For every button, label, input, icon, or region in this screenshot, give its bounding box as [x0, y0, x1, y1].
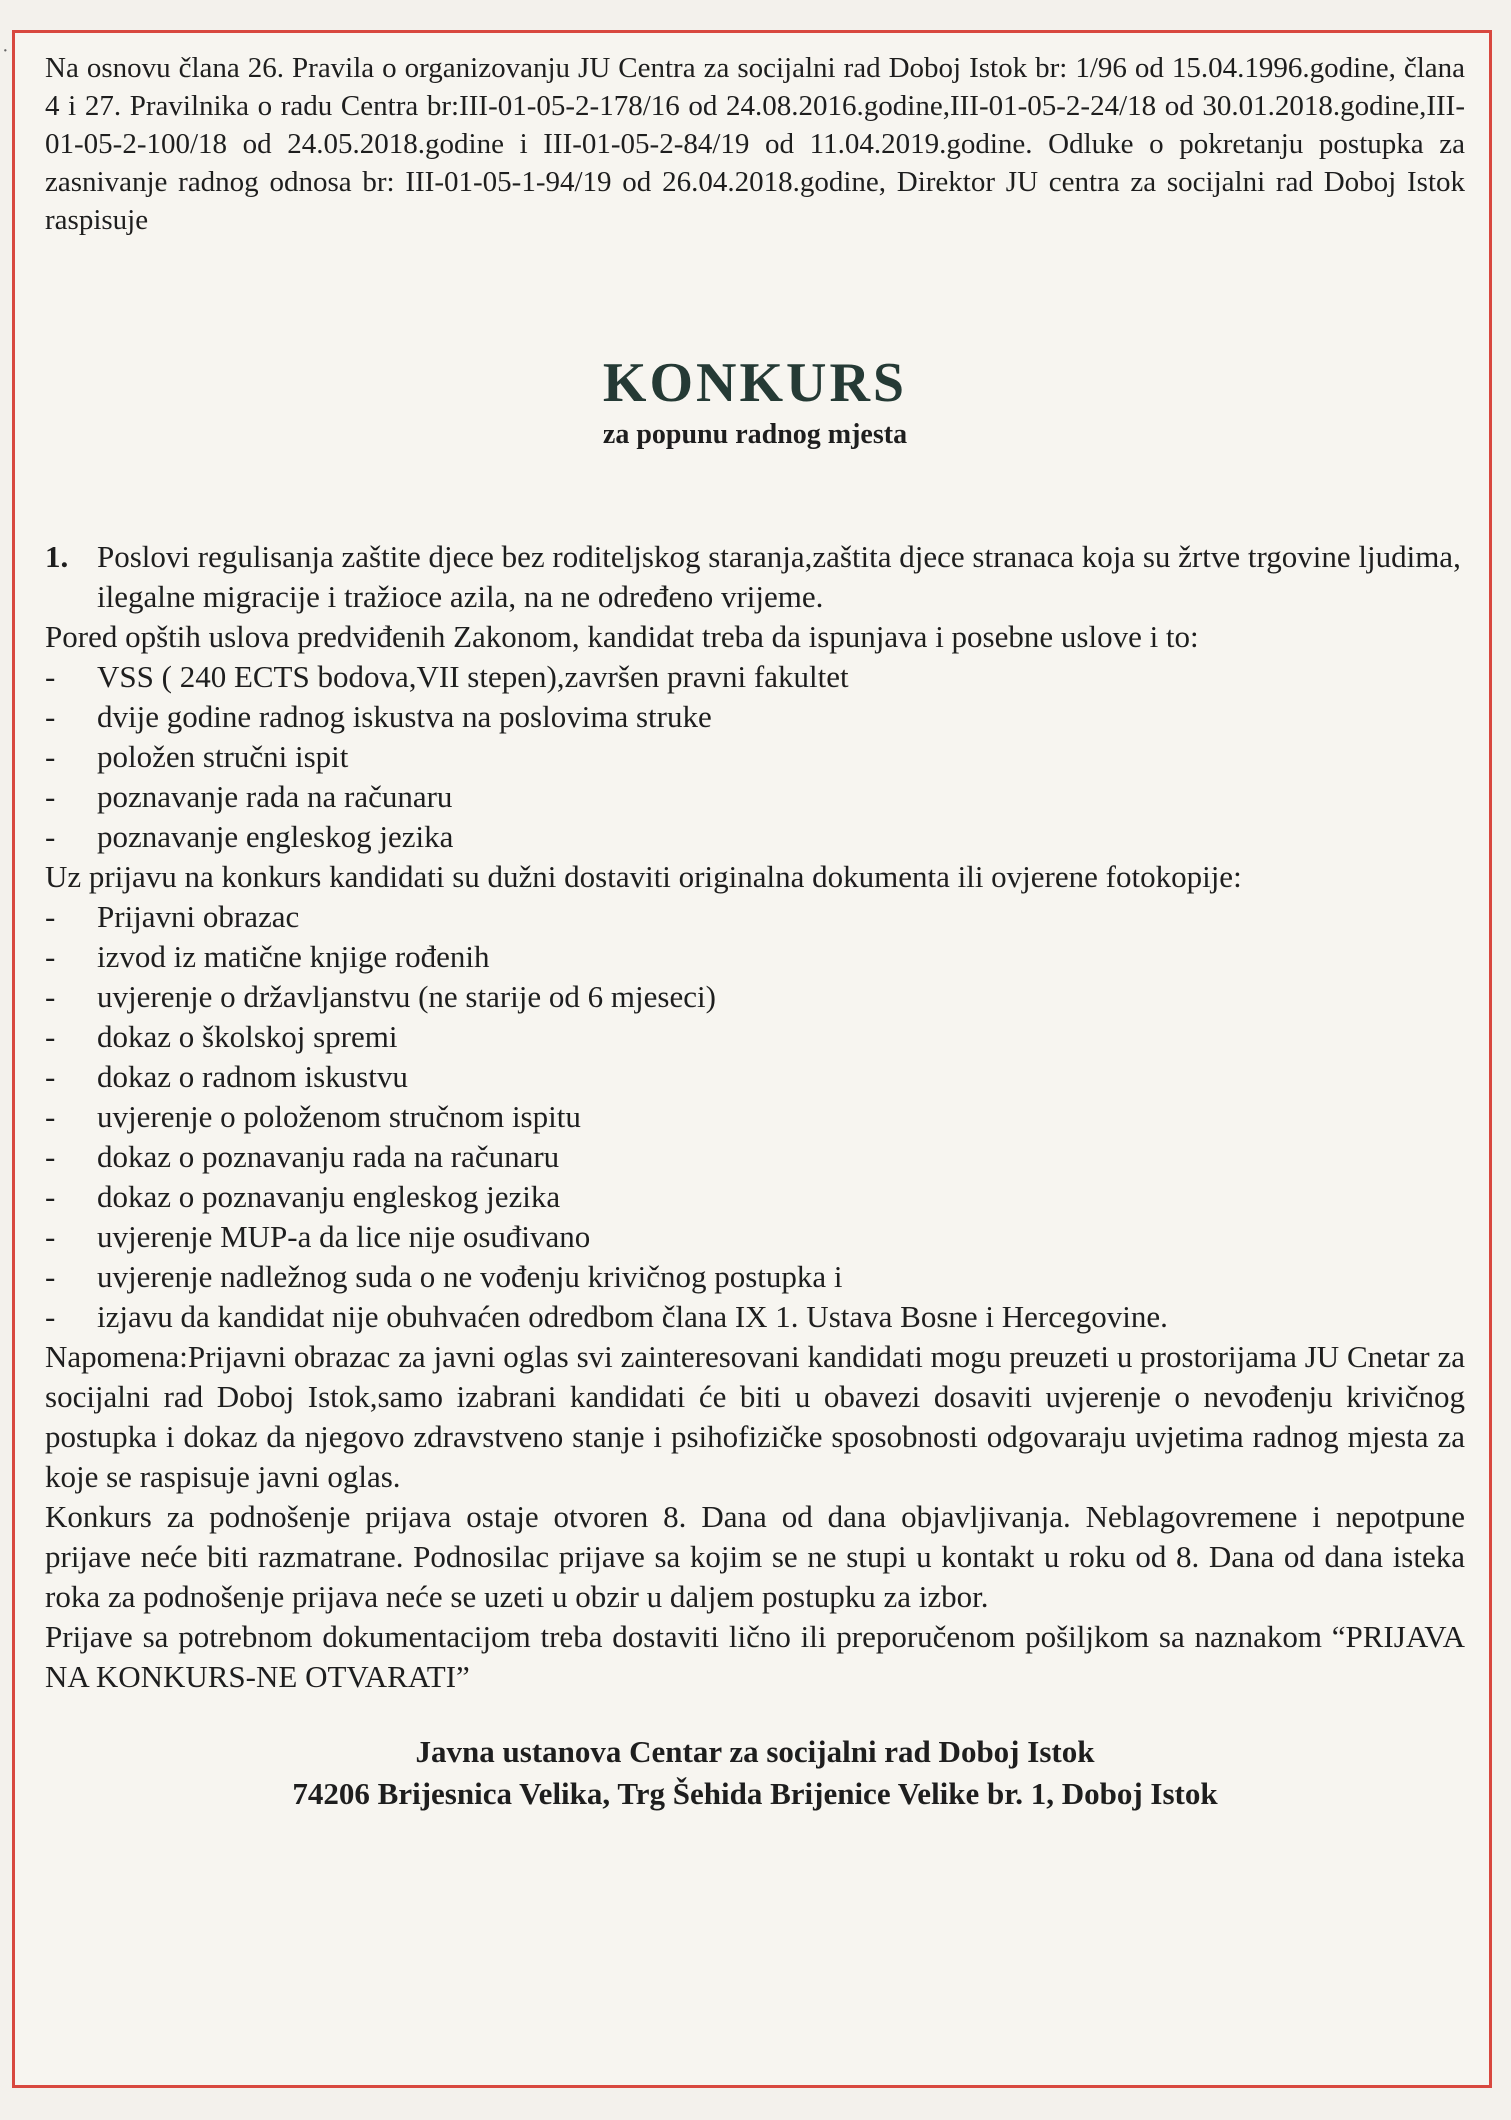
- document-text: dokaz o poznavanju engleskog jezika: [97, 1179, 561, 1214]
- notice-frame: [12, 30, 1492, 2088]
- document-text: dokaz o radnom iskustvu: [97, 1059, 408, 1094]
- documents-intro: Uz prijavu na konkurs kandidati su dužni dostaviti originalna dokumenta ili ovjerene fotokopije:: [45, 859, 1242, 894]
- condition-text: VSS ( 240 ECTS bodova,VII stepen),završen pravni fakultet: [97, 659, 849, 694]
- document-item: [45, 1257, 1465, 1297]
- document-text: uvjerenje nadležnog suda o ne vođenju krivičnog postupka i: [97, 1259, 843, 1294]
- condition-text: položen stručni ispit: [97, 739, 349, 774]
- footer-address: 74206 Brijesnica Velika, Trg Šehida Brijenice Velike br. 1, Doboj Istok: [292, 1776, 1218, 1811]
- notice-title: KONKURS: [602, 352, 908, 414]
- document-text: Prijavni obrazac: [97, 899, 300, 934]
- dash-bullet: -: [45, 699, 56, 734]
- dash-bullet: -: [45, 1219, 56, 1254]
- condition-text: poznavanje rada na računaru: [97, 779, 453, 814]
- conditions-list: [45, 657, 1465, 857]
- footer-block: [45, 1731, 1465, 1815]
- document-item: [45, 1217, 1465, 1257]
- documents-list: [45, 897, 1465, 1337]
- dash-bullet: -: [45, 979, 56, 1014]
- dash-bullet: -: [45, 779, 56, 814]
- document-item: [45, 1137, 1465, 1177]
- document-text: izvod iz matične knjige rođenih: [97, 939, 490, 974]
- document-item: [45, 1297, 1465, 1337]
- dash-bullet: -: [45, 1299, 56, 1334]
- document-item: [45, 897, 1465, 937]
- deadline-paragraph: Konkurs za podnošenje prijava ostaje otvoren 8. Dana od dana objavljivanja. Neblagovremene i nepotpune prijave neće biti razmatrane. Podnosilac prijave sa kojim se ne stupi u kontakt u roku od 8. Dana od dana isteka roka za podnošenje prijava neće se uzeti u obzir u daljem postupku za izbor.: [45, 1499, 1465, 1614]
- condition-text: dvije godine radnog iskustva na poslovima struke: [97, 699, 712, 734]
- document-item: [45, 1097, 1465, 1137]
- dash-bullet: -: [45, 1019, 56, 1054]
- condition-item: [45, 657, 1465, 697]
- note-paragraph: Napomena:Prijavni obrazac za javni oglas svi zainteresovani kandidati mogu preuzeti u prostorijama JU Cnetar za socijalni rad Doboj Istok,samo izabrani kandidati će biti u obavezi dosaviti uvjerenje o nevođenju krivičnog postupka i dokaz da njegovo zdravstveno stanje i psihofizičke sposobnosti odgovaraju uvjetima radnog mjesta za koje se raspisuje javni oglas.: [45, 1339, 1465, 1494]
- condition-item: [45, 697, 1465, 737]
- condition-item: [45, 817, 1465, 857]
- document-item: [45, 937, 1465, 977]
- document-text: izjavu da kandidat nije obuhvaćen odredbom člana IX 1. Ustava Bosne i Hercegovine.: [97, 1299, 1168, 1334]
- position-description: Poslovi regulisanja zaštite djece bez roditeljskog staranja,zaštita djece stranaca koja su žrtve trgovine ljudima, ilegalne migracije i tražioce azila, na ne određeno vrijeme.: [97, 539, 1461, 614]
- document-item: [45, 1057, 1465, 1097]
- notice-content: [45, 49, 1465, 1815]
- dash-bullet: -: [45, 899, 56, 934]
- condition-item: [45, 777, 1465, 817]
- document-item: [45, 1017, 1465, 1057]
- dash-bullet: -: [45, 1139, 56, 1174]
- position-item: [45, 537, 1465, 617]
- document-text: uvjerenje o državljanstvu (ne starije od 6 mjeseci): [97, 979, 716, 1014]
- document-text: uvjerenje MUP-a da lice nije osuđivano: [97, 1219, 591, 1254]
- dash-bullet: -: [45, 819, 56, 854]
- dash-bullet: -: [45, 939, 56, 974]
- condition-item: [45, 737, 1465, 777]
- dash-bullet: -: [45, 1059, 56, 1094]
- document-text: uvjerenje o položenom stručnom ispitu: [97, 1099, 581, 1134]
- notice-subtitle: za popunu radnog mjesta: [602, 419, 908, 450]
- dash-bullet: -: [45, 739, 56, 774]
- dash-bullet: -: [45, 1179, 56, 1214]
- document-text: dokaz o školskoj spremi: [97, 1019, 398, 1054]
- dash-bullet: -: [45, 1099, 56, 1134]
- condition-text: poznavanje engleskog jezika: [97, 819, 454, 854]
- dash-bullet: -: [45, 659, 56, 694]
- dash-bullet: -: [45, 1259, 56, 1294]
- document-item: [45, 977, 1465, 1017]
- document-item: [45, 1177, 1465, 1217]
- intro-paragraph: Na osnovu člana 26. Pravila o organizovanju JU Centra za socijalni rad Doboj Istok br: 1/96 od 15.04.1996.godine, člana 4 i 27. Pravilnika o radu Centra br:III-01-05-2-178/16 od 24.08.2016.godine,III-01-05-2-24/18 od 30.01.2018.godine,III-01-05-2-100/18 od 24.05.2018.godine i III-01-05-2-84/19 od 11.04.2019.godine. Odluke o pokretanju postupka za zasnivanje radnog odnosa br: III-01-05-1-94/19 od 26.04.2018.godine, Direktor JU centra za socijalni rad Doboj Istok raspisuje: [45, 52, 1465, 236]
- conditions-intro: Pored opštih uslova predviđenih Zakonom, kandidat treba da ispunjava i posebne uslove i to:: [45, 619, 1199, 654]
- footer-institution: Javna ustanova Centar za socijalni rad Doboj Istok: [415, 1734, 1095, 1769]
- margin-mark: ·: [2, 40, 9, 62]
- submission-paragraph: Prijave sa potrebnom dokumentacijom treba dostaviti lično ili preporučenom pošiljkom sa naznakom “PRIJAVA NA KONKURS-NE OTVARATI”: [45, 1619, 1465, 1694]
- document-text: dokaz o poznavanju rada na računaru: [97, 1139, 560, 1174]
- position-number: 1.: [45, 539, 69, 574]
